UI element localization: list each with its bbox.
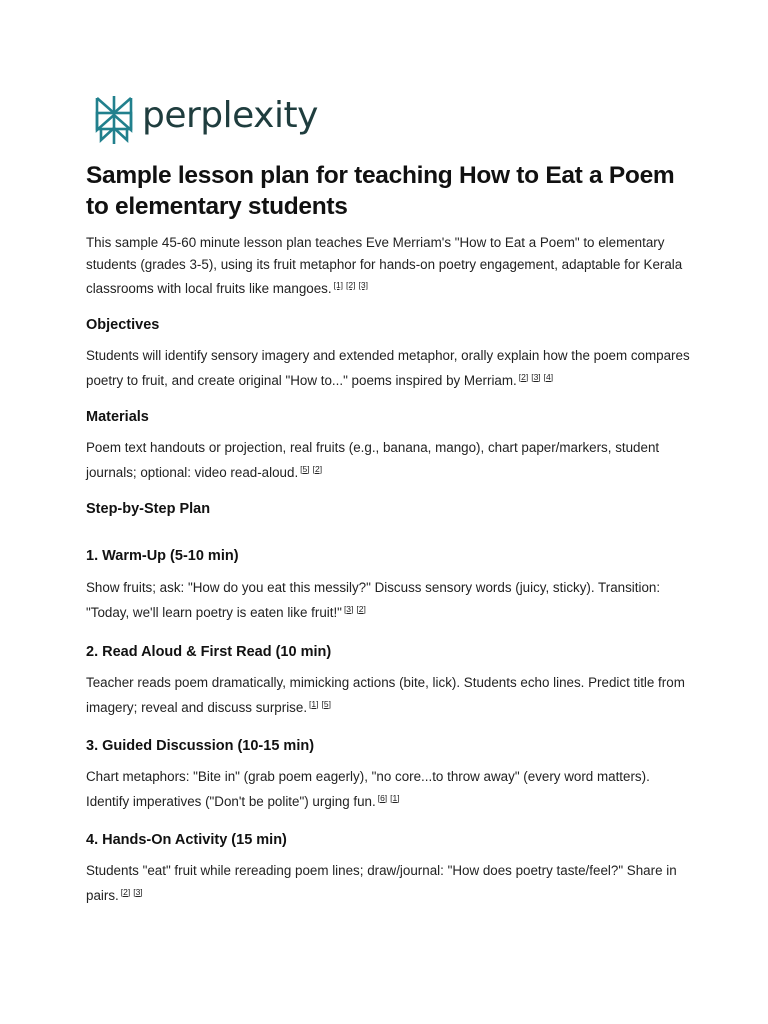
step-heading-read-aloud: 2. Read Aloud & First Read (10 min) xyxy=(86,644,332,660)
step-text: Students "eat" fruit while rereading poem lines; draw/journal: "How does poetry taste/feel?" Share in pairs. xyxy=(86,863,677,903)
objectives-paragraph xyxy=(86,345,696,391)
citation-link[interactable]: [3] xyxy=(133,886,143,897)
plan-heading: Step-by-Step Plan xyxy=(86,501,211,517)
citation-link[interactable]: [1] xyxy=(333,280,344,290)
step-paragraph-read-aloud xyxy=(86,672,696,718)
citation-link[interactable]: [2] xyxy=(346,280,356,290)
intro-citations xyxy=(334,280,371,290)
materials-paragraph xyxy=(86,437,696,483)
intro-text: This sample 45-60 minute lesson plan teaches Eve Merriam's "How to Eat a Poem" to elementary students (grades 3-5), using its fruit metaphor for hands-on poetry engagement, adaptable for Kerala classrooms with local fruits like mangoes. xyxy=(86,235,683,296)
materials-text: Poem text handouts or projection, real fruits (e.g., banana, mango), chart paper/markers, student journals; optional: video read-aloud. xyxy=(86,440,660,480)
citation-link[interactable]: [2] xyxy=(356,603,366,614)
step-citations xyxy=(378,793,403,803)
perplexity-logo xyxy=(94,94,318,146)
step-citations xyxy=(344,604,369,614)
citation-link[interactable]: [1] xyxy=(309,698,319,709)
page-title: Sample lesson plan for teaching How to Eat a Poem to elementary students xyxy=(86,162,675,220)
perplexity-mark-icon xyxy=(94,94,134,146)
step-text: Show fruits; ask: "How do you eat this messily?" Discuss sensory words (juicy, sticky). Transition: "Today, we'll learn poetry is eaten like fruit!" xyxy=(86,580,661,620)
step-text: Teacher reads poem dramatically, mimicking actions (bite, lick). Students echo lines. Predict title from imagery; reveal and discuss surprise. xyxy=(86,675,685,715)
step-heading-warm-up: 1. Warm-Up (5-10 min) xyxy=(86,548,239,564)
citation-link[interactable]: [5] xyxy=(300,463,310,474)
citation-link[interactable]: [6] xyxy=(377,792,388,803)
objectives-text: Students will identify sensory imagery and extended metaphor, orally explain how the poem compares poetry to fruit, and create original "How to..." poems inspired by Merriam. xyxy=(86,348,690,388)
step-heading-hands-on: 4. Hands-On Activity (15 min) xyxy=(86,832,287,848)
citation-link[interactable]: [3] xyxy=(358,280,368,290)
citation-link[interactable]: [3] xyxy=(343,603,354,614)
step-paragraph-guided-discussion xyxy=(86,766,696,812)
citation-link[interactable]: [2] xyxy=(312,463,323,474)
citation-link[interactable]: [3] xyxy=(531,371,541,382)
materials-heading: Materials xyxy=(86,409,149,425)
citation-link[interactable]: [2] xyxy=(518,371,529,382)
citation-link[interactable]: [1] xyxy=(390,792,400,803)
materials-citations xyxy=(300,464,325,474)
step-paragraph-warm-up xyxy=(86,577,696,623)
step-citations xyxy=(309,699,334,709)
logo-wordmark: perplexity xyxy=(142,95,318,136)
intro-paragraph xyxy=(86,232,696,300)
step-citations xyxy=(121,887,146,897)
objectives-citations xyxy=(519,372,556,382)
citation-link[interactable]: [5] xyxy=(321,698,331,709)
step-heading-guided-discussion: 3. Guided Discussion (10-15 min) xyxy=(86,738,315,754)
step-paragraph-hands-on xyxy=(86,860,696,906)
citation-link[interactable]: [2] xyxy=(120,886,131,897)
citation-link[interactable]: [4] xyxy=(543,371,554,382)
step-text: Chart metaphors: "Bite in" (grab poem eagerly), "no core...to throw away" (every word matters). Identify imperatives ("Don't be polite") urging fun. xyxy=(86,769,650,809)
objectives-heading: Objectives xyxy=(86,317,160,333)
